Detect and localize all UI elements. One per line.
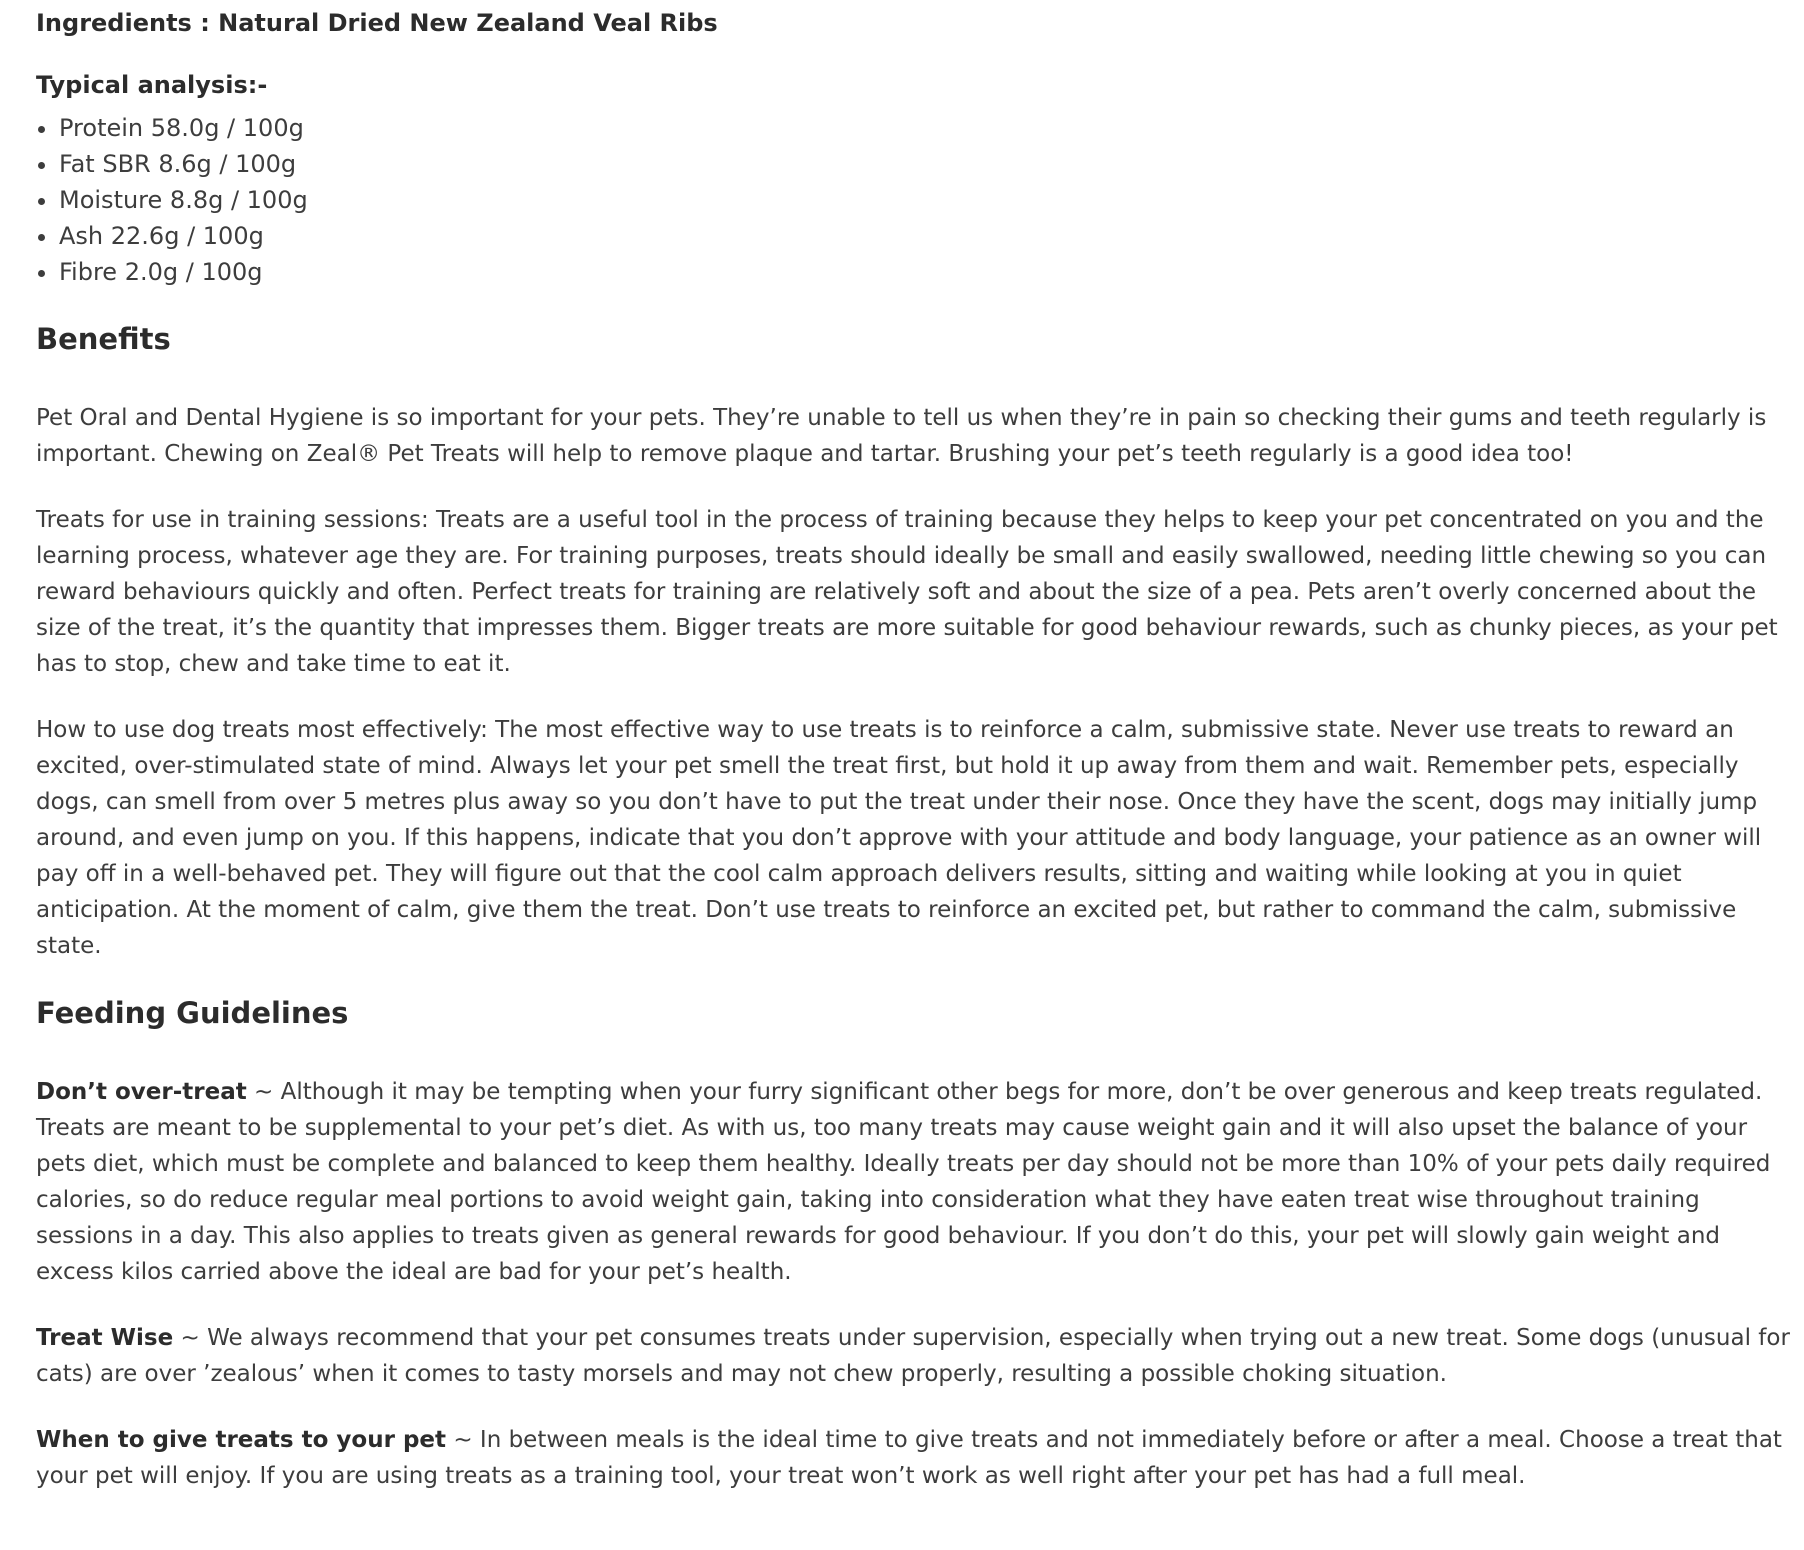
- feeding-paragraph: [36, 1422, 1796, 1494]
- typical-analysis-list: [36, 110, 1796, 290]
- benefits-paragraph: Treats for use in training sessions: Treats are a useful tool in the process of training because they helps to keep your pet concentrated on you and the learning process, whatever age they are. For training purposes, treats should ideally be small and easily swallowed, needing little chewing so you can reward behaviours quickly and often. Perfect treats for training are relatively soft and about the size of a pea. Pets aren’t overly concerned about the size of the treat, it’s the quantity that impresses them. Bigger treats are more suitable for good behaviour rewards, such as chunky pieces, as your pet has to stop, chew and take time to eat it.: [36, 507, 1778, 677]
- paragraph-text: ~ We always recommend that your pet consumes treats under supervision, especially when trying out a new treat. Some dogs (unusual for cats) are over ’zealous’ when it comes to tasty morsels and may not chew properly, resulting a possible choking situation.: [36, 1325, 1790, 1387]
- benefits-paragraph: Pet Oral and Dental Hygiene is so important for your pets. They’re unable to tell us when they’re in pain so checking their gums and teeth regularly is important. Chewing on Zeal® Pet Treats will help to remove plaque and tartar. Brushing your pet’s teeth regularly is a good idea too!: [36, 405, 1767, 467]
- benefits-paragraph: How to use dog treats most effectively: The most effective way to use treats is to reinforce a calm, submissive state. Never use treats to reward an excited, over-stimulated state of mind. Always let your pet smell the treat first, but hold it up away from them and wait. Remember pets, especially dogs, can smell from over 5 metres plus away so you don’t have to put the treat under their nose. Once they have the scent, dogs may initially jump around, and even jump on you. If this happens, indicate that you don’t approve with your attitude and body language, your patience as an owner will pay off in a well-behaved pet. They will figure out that the cool calm approach delivers results, sitting and waiting while looking at you in quiet anticipation. At the moment of calm, give them the treat. Don’t use treats to reinforce an excited pet, but rather to command the calm, submissive state.: [36, 717, 1762, 959]
- feeding-paragraph: [36, 1074, 1796, 1290]
- typical-analysis-title: Typical analysis:-: [36, 71, 268, 99]
- list-item: • Protein 58.0g / 100g: [59, 110, 1796, 146]
- feeding-guidelines-heading: Feeding Guidelines: [36, 996, 349, 1030]
- list-item: • Ash 22.6g / 100g: [59, 218, 1796, 254]
- paragraph-lead: Don’t over-treat: [36, 1079, 247, 1105]
- paragraph-text: ~ In between meals is the ideal time to give treats and not immediately before or after a meal. Choose a treat that your pet will enjoy. If you are using treats as a training tool, your treat won’t work as well right after your pet has had a full meal.: [36, 1427, 1782, 1489]
- benefits-heading: Benefits: [36, 322, 171, 356]
- ingredients-line: Ingredients : Natural Dried New Zealand Veal Ribs: [36, 9, 718, 37]
- feeding-paragraph: [36, 1320, 1796, 1392]
- paragraph-lead: Treat Wise: [36, 1325, 174, 1351]
- list-item: • Fibre 2.0g / 100g: [59, 254, 1796, 290]
- list-item: • Fat SBR 8.6g / 100g: [59, 146, 1796, 182]
- list-item: • Moisture 8.8g / 100g: [59, 182, 1796, 218]
- paragraph-text: ~ Although it may be tempting when your furry significant other begs for more, don’t be over generous and keep treats regulated. Treats are meant to be supplemental to your pet’s diet. As with us, too many treats may cause weight gain and it will also upset the balance of your pets diet, which must be complete and balanced to keep them healthy. Ideally treats per day should not be more than 10% of your pets daily required calories, so do reduce regular meal portions to avoid weight gain, taking into consideration what they have eaten treat wise throughout training sessions in a day. This also applies to treats given as general rewards for good behaviour. If you don’t do this, your pet will slowly gain weight and excess kilos carried above the ideal are bad for your pet’s health.: [36, 1079, 1771, 1285]
- product-description: [36, 6, 1796, 1524]
- paragraph-lead: When to give treats to your pet: [36, 1427, 447, 1453]
